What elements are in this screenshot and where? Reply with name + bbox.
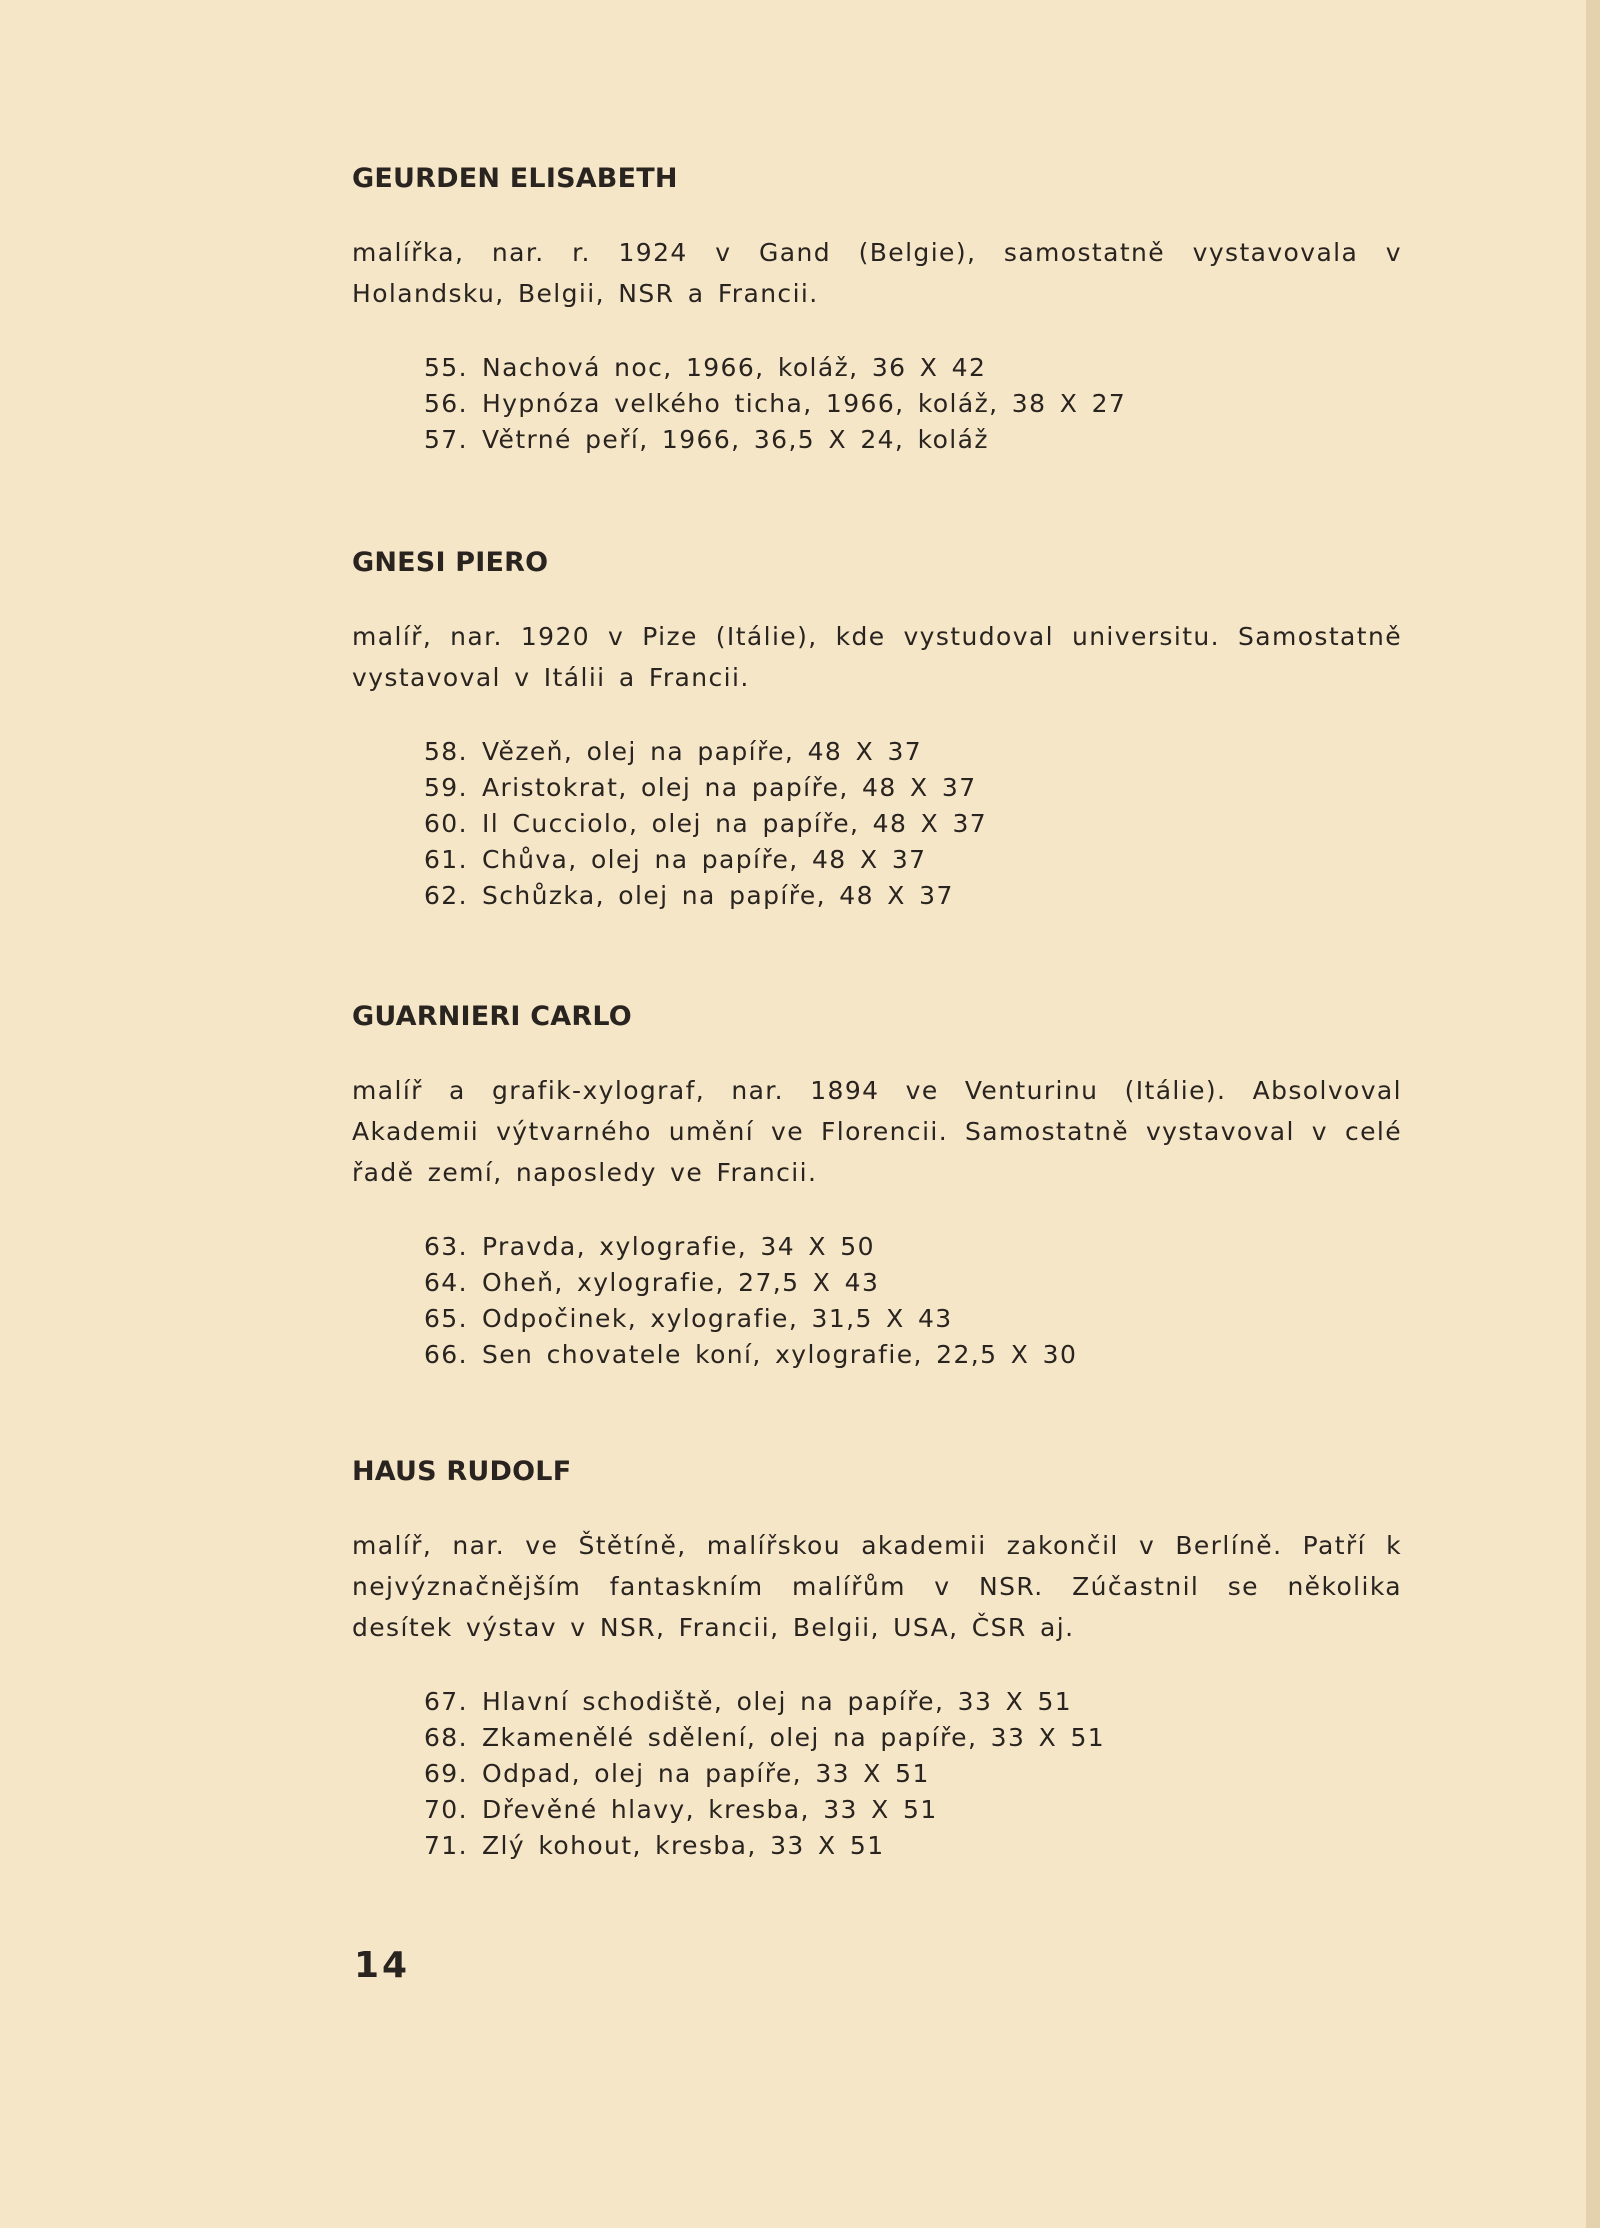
artist-bio: malíř, nar. 1920 v Pize (Itálie), kde vystudoval universitu. Samostatně vystavoval v Itálii a Francii. [352,622,1402,692]
work-item [424,1337,1402,1373]
work-item [424,1792,1402,1828]
work-item [424,1301,1402,1337]
works-list [424,350,1402,458]
work-title: Dřevěné hlavy, kresba, 33 X 51 [482,1795,938,1824]
work-number: 64. [424,1268,468,1297]
work-title: Zlý kohout, kresba, 33 X 51 [482,1831,885,1860]
works-list [424,1684,1402,1864]
work-item [424,1720,1402,1756]
work-title: Schůzka, olej na papíře, 48 X 37 [482,881,954,910]
artist-entry [352,546,1402,914]
work-item [424,386,1402,422]
work-item [424,770,1402,806]
artist-name: HAUS RUDOLF [352,1456,572,1487]
work-title: Sen chovatele koní, xylografie, 22,5 X 30 [482,1340,1078,1369]
artist-name: GNESI PIERO [352,547,549,578]
work-title: Odpad, olej na papíře, 33 X 51 [482,1759,930,1788]
work-item [424,1756,1402,1792]
work-title: Odpočinek, xylografie, 31,5 X 43 [482,1304,953,1333]
work-number: 58. [424,737,468,766]
artist-entry [352,162,1402,458]
artist-name: GUARNIERI CARLO [352,1001,632,1032]
work-item [424,842,1402,878]
work-number: 62. [424,881,468,910]
work-title: Zkamenělé sdělení, olej na papíře, 33 X 51 [482,1723,1106,1752]
works-list [424,734,1402,914]
work-title: Chůva, olej na papíře, 48 X 37 [482,845,927,874]
work-title: Il Cucciolo, olej na papíře, 48 X 37 [482,809,988,838]
artist-entry [352,1000,1402,1373]
work-title: Nachová noc, 1966, koláž, 36 X 42 [482,353,987,382]
work-number: 57. [424,425,468,454]
work-item [424,1828,1402,1864]
work-title: Aristokrat, olej na papíře, 48 X 37 [482,773,977,802]
work-number: 56. [424,389,468,418]
work-item [424,878,1402,914]
page-number: 14 [354,1945,411,1986]
work-item [424,1265,1402,1301]
work-title: Větrné peří, 1966, 36,5 X 24, koláž [482,425,989,454]
work-number: 55. [424,353,468,382]
works-list [424,1229,1402,1373]
work-number: 71. [424,1831,468,1860]
work-number: 68. [424,1723,468,1752]
work-item [424,1229,1402,1265]
work-title: Hlavní schodiště, olej na papíře, 33 X 51 [482,1687,1073,1716]
work-title: Pravda, xylografie, 34 X 50 [482,1232,875,1261]
work-number: 60. [424,809,468,838]
work-number: 69. [424,1759,468,1788]
work-number: 59. [424,773,468,802]
work-title: Vězeň, olej na papíře, 48 X 37 [482,737,923,766]
work-item [424,806,1402,842]
work-item [424,422,1402,458]
work-item [424,1684,1402,1720]
work-number: 61. [424,845,468,874]
artist-name: GEURDEN ELISABETH [352,163,678,194]
work-number: 66. [424,1340,468,1369]
work-title: Hypnóza velkého ticha, 1966, koláž, 38 X 27 [482,389,1127,418]
work-number: 63. [424,1232,468,1261]
work-item [424,350,1402,386]
artist-bio: malíř a grafik-xylograf, nar. 1894 ve Venturinu (Itálie). Absolvoval Akademii výtvarného umění ve Florencii. Samostatně vystavoval v celé řadě zemí, naposledy ve Francii. [352,1076,1402,1187]
artist-entry [352,1455,1402,1864]
work-title: Oheň, xylografie, 27,5 X 43 [482,1268,880,1297]
work-number: 70. [424,1795,468,1824]
work-item [424,734,1402,770]
work-number: 65. [424,1304,468,1333]
artist-bio: malíř, nar. ve Štětíně, malířskou akademii zakončil v Berlíně. Patří k nejvýznačnějším fantaskním malířům v NSR. Zúčastnil se několika desítek výstav v NSR, Francii, Belgii, USA, ČSR aj. [352,1531,1402,1642]
artist-bio: malířka, nar. r. 1924 v Gand (Belgie), samostatně vystavovala v Holandsku, Belgii, NSR a Francii. [352,238,1402,308]
page-edge [1586,0,1600,2228]
work-number: 67. [424,1687,468,1716]
